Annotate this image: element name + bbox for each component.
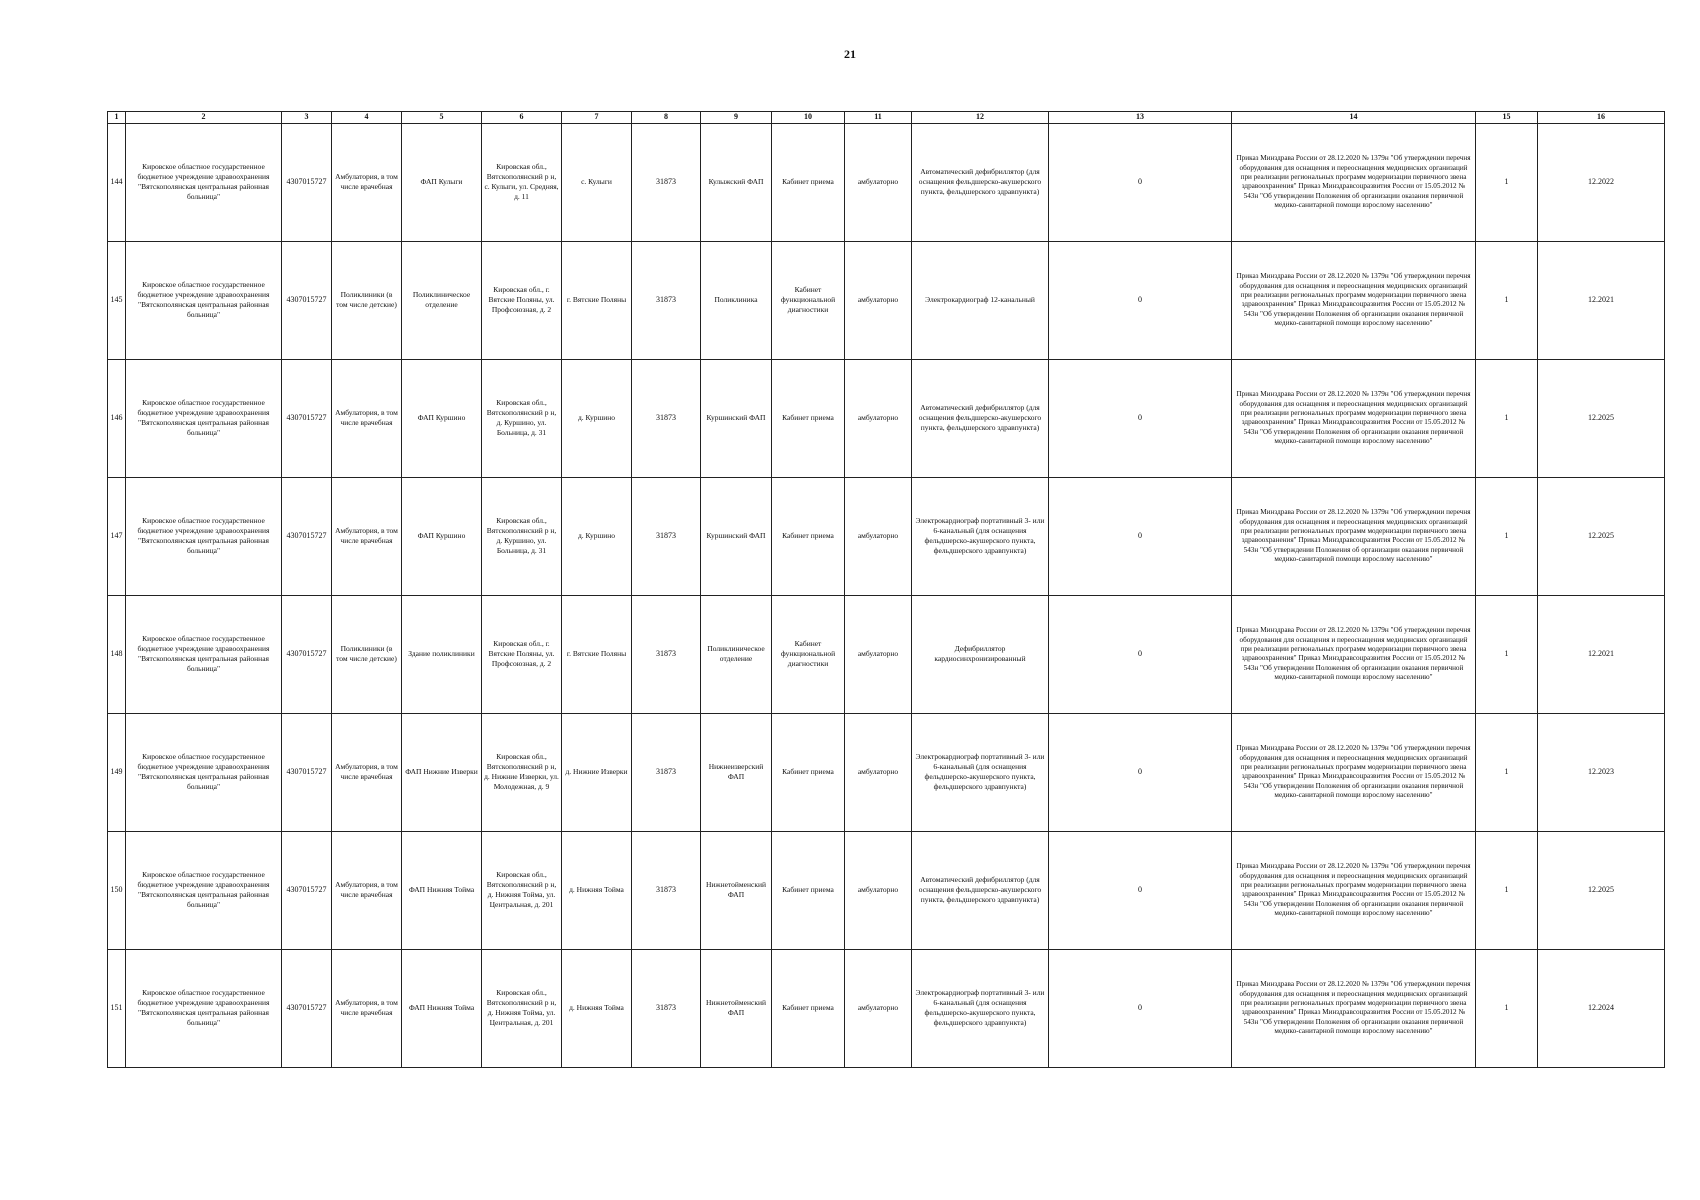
- quantity-cell: 1: [1476, 949, 1538, 1067]
- date-cell: 12.2025: [1538, 831, 1665, 949]
- address-cell: Кировская обл., Вятскополянский р н, д. Нижняя Тойма, ул. Центральная, д. 201: [482, 949, 562, 1067]
- column-header: 10: [772, 112, 845, 124]
- column-header: 16: [1538, 112, 1665, 124]
- row-number: 145: [108, 241, 126, 359]
- quantity-cell: 1: [1476, 241, 1538, 359]
- code-cell: 31873: [632, 831, 701, 949]
- facility-type-cell: Амбулатория, в том числе врачебная: [332, 949, 402, 1067]
- basis-cell: Приказ Минздрава России от 28.12.2020 № 1379н "Об утверждении перечня оборудования для оснащения и переоснащения медицинских организаций при реализации региональных программ модернизации первичного звена здравоохранения" Приказ Минздравсоцразвития России от 15.05.2012 № 543н "Об утверждении Положения об организации оказания первичной медико-санитарной помощи взрослому населению": [1232, 241, 1476, 359]
- quantity-cell: 1: [1476, 595, 1538, 713]
- table-row: [108, 595, 1665, 713]
- mode-cell: амбулаторно: [845, 241, 912, 359]
- subdivision-cell: Куршинский ФАП: [701, 359, 772, 477]
- equipment-table: [107, 111, 1665, 1068]
- equipment-cell: Электрокардиограф портативный 3- или 6-канальный (для оснащения фельдшерско-акушерского пункта, фельдшерского здравпункта): [912, 949, 1049, 1067]
- inn-cell: 4307015727: [282, 123, 332, 241]
- address-cell: Кировская обл., Вятскополянский р н, д. Куршино, ул. Больница, д. 31: [482, 477, 562, 595]
- locality-cell: с. Кулыги: [562, 123, 632, 241]
- quantity-cell: 1: [1476, 713, 1538, 831]
- column-header: 9: [701, 112, 772, 124]
- subdivision-cell: Нижнетойменский ФАП: [701, 949, 772, 1067]
- mode-cell: амбулаторно: [845, 949, 912, 1067]
- address-cell: Кировская обл., г. Вятские Поляны, ул. Профсоюзная, д. 2: [482, 241, 562, 359]
- table-row: [108, 477, 1665, 595]
- column-header: 6: [482, 112, 562, 124]
- locality-cell: д. Куршино: [562, 477, 632, 595]
- address-cell: Кировская обл., Вятскополянский р н, д. Нижняя Тойма, ул. Центральная, д. 201: [482, 831, 562, 949]
- quantity-cell: 1: [1476, 359, 1538, 477]
- unit-cell: ФАП Нижняя Тойма: [402, 831, 482, 949]
- available-cell: 0: [1049, 831, 1232, 949]
- subdivision-cell: Поликлиника: [701, 241, 772, 359]
- room-cell: Кабинет приема: [772, 359, 845, 477]
- organization-cell: Кировское областное государственное бюджетное учреждение здравоохранения "Вятскополянская центральная районная больница": [126, 949, 282, 1067]
- locality-cell: д. Куршино: [562, 359, 632, 477]
- column-header: 5: [402, 112, 482, 124]
- facility-type-cell: Амбулатория, в том числе врачебная: [332, 831, 402, 949]
- column-header: 12: [912, 112, 1049, 124]
- locality-cell: г. Вятские Поляны: [562, 595, 632, 713]
- inn-cell: 4307015727: [282, 241, 332, 359]
- inn-cell: 4307015727: [282, 477, 332, 595]
- mode-cell: амбулаторно: [845, 359, 912, 477]
- mode-cell: амбулаторно: [845, 123, 912, 241]
- table-row: [108, 123, 1665, 241]
- date-cell: 12.2025: [1538, 477, 1665, 595]
- facility-type-cell: Поликлиники (в том числе детские): [332, 241, 402, 359]
- equipment-cell: Автоматический дефибриллятор (для оснащения фельдшерско-акушерского пункта, фельдшерского здравпункта): [912, 359, 1049, 477]
- code-cell: 31873: [632, 595, 701, 713]
- room-cell: Кабинет приема: [772, 123, 845, 241]
- room-cell: Кабинет приема: [772, 477, 845, 595]
- header-row: [108, 112, 1665, 124]
- quantity-cell: 1: [1476, 831, 1538, 949]
- date-cell: 12.2025: [1538, 359, 1665, 477]
- unit-cell: ФАП Кулыги: [402, 123, 482, 241]
- date-cell: 12.2022: [1538, 123, 1665, 241]
- column-header: 1: [108, 112, 126, 124]
- room-cell: Кабинет приема: [772, 713, 845, 831]
- mode-cell: амбулаторно: [845, 477, 912, 595]
- basis-cell: Приказ Минздрава России от 28.12.2020 № 1379н "Об утверждении перечня оборудования для оснащения и переоснащения медицинских организаций при реализации региональных программ модернизации первичного звена здравоохранения" Приказ Минздравсоцразвития России от 15.05.2012 № 543н "Об утверждении Положения об организации оказания первичной медико-санитарной помощи взрослому населению": [1232, 595, 1476, 713]
- row-number: 144: [108, 123, 126, 241]
- mode-cell: амбулаторно: [845, 595, 912, 713]
- equipment-cell: Электрокардиограф 12-канальный: [912, 241, 1049, 359]
- basis-cell: Приказ Минздрава России от 28.12.2020 № 1379н "Об утверждении перечня оборудования для оснащения и переоснащения медицинских организаций при реализации региональных программ модернизации первичного звена здравоохранения" Приказ Минздравсоцразвития России от 15.05.2012 № 543н "Об утверждении Положения об организации оказания первичной медико-санитарной помощи взрослому населению": [1232, 477, 1476, 595]
- address-cell: Кировская обл., Вятскополянский р н, с. Кулыги, ул. Средняя, д. 11: [482, 123, 562, 241]
- available-cell: 0: [1049, 595, 1232, 713]
- unit-cell: ФАП Нижние Изверки: [402, 713, 482, 831]
- row-number: 146: [108, 359, 126, 477]
- page-number: 21: [844, 47, 856, 61]
- table-row: [108, 831, 1665, 949]
- table-row: [108, 359, 1665, 477]
- unit-cell: Здание поликлиники: [402, 595, 482, 713]
- locality-cell: д. Нижняя Тойма: [562, 831, 632, 949]
- equipment-cell: Электрокардиограф портативный 3- или 6-канальный (для оснащения фельдшерско-акушерского пункта, фельдшерского здравпункта): [912, 713, 1049, 831]
- equipment-cell: Дефибриллятор кардиосинхронизированный: [912, 595, 1049, 713]
- equipment-table-container: [107, 111, 1665, 1068]
- column-header: 3: [282, 112, 332, 124]
- unit-cell: ФАП Нижняя Тойма: [402, 949, 482, 1067]
- quantity-cell: 1: [1476, 123, 1538, 241]
- code-cell: 31873: [632, 949, 701, 1067]
- table-row: [108, 713, 1665, 831]
- mode-cell: амбулаторно: [845, 831, 912, 949]
- available-cell: 0: [1049, 123, 1232, 241]
- available-cell: 0: [1049, 359, 1232, 477]
- equipment-cell: Автоматический дефибриллятор (для оснащения фельдшерско-акушерского пункта, фельдшерского здравпункта): [912, 123, 1049, 241]
- facility-type-cell: Амбулатория, в том числе врачебная: [332, 123, 402, 241]
- date-cell: 12.2021: [1538, 241, 1665, 359]
- room-cell: Кабинет приема: [772, 949, 845, 1067]
- table-row: [108, 241, 1665, 359]
- locality-cell: д. Нижние Изверки: [562, 713, 632, 831]
- basis-cell: Приказ Минздрава России от 28.12.2020 № 1379н "Об утверждении перечня оборудования для оснащения и переоснащения медицинских организаций при реализации региональных программ модернизации первичного звена здравоохранения" Приказ Минздравсоцразвития России от 15.05.2012 № 543н "Об утверждении Положения об организации оказания первичной медико-санитарной помощи взрослому населению": [1232, 713, 1476, 831]
- subdivision-cell: Нижнеизверский ФАП: [701, 713, 772, 831]
- organization-cell: Кировское областное государственное бюджетное учреждение здравоохранения "Вятскополянская центральная районная больница": [126, 241, 282, 359]
- inn-cell: 4307015727: [282, 713, 332, 831]
- column-header: 14: [1232, 112, 1476, 124]
- row-number: 148: [108, 595, 126, 713]
- column-header: 7: [562, 112, 632, 124]
- organization-cell: Кировское областное государственное бюджетное учреждение здравоохранения "Вятскополянская центральная районная больница": [126, 123, 282, 241]
- locality-cell: д. Нижняя Тойма: [562, 949, 632, 1067]
- row-number: 149: [108, 713, 126, 831]
- inn-cell: 4307015727: [282, 359, 332, 477]
- basis-cell: Приказ Минздрава России от 28.12.2020 № 1379н "Об утверждении перечня оборудования для оснащения и переоснащения медицинских организаций при реализации региональных программ модернизации первичного звена здравоохранения" Приказ Минздравсоцразвития России от 15.05.2012 № 543н "Об утверждении Положения об организации оказания первичной медико-санитарной помощи взрослому населению": [1232, 359, 1476, 477]
- column-header: 11: [845, 112, 912, 124]
- basis-cell: Приказ Минздрава России от 28.12.2020 № 1379н "Об утверждении перечня оборудования для оснащения и переоснащения медицинских организаций при реализации региональных программ модернизации первичного звена здравоохранения" Приказ Минздравсоцразвития России от 15.05.2012 № 543н "Об утверждении Положения об организации оказания первичной медико-санитарной помощи взрослому населению": [1232, 949, 1476, 1067]
- quantity-cell: 1: [1476, 477, 1538, 595]
- address-cell: Кировская обл., Вятскополянский р н, д. Нижние Изверки, ул. Молодежная, д. 9: [482, 713, 562, 831]
- date-cell: 12.2021: [1538, 595, 1665, 713]
- code-cell: 31873: [632, 359, 701, 477]
- row-number: 151: [108, 949, 126, 1067]
- code-cell: 31873: [632, 241, 701, 359]
- organization-cell: Кировское областное государственное бюджетное учреждение здравоохранения "Вятскополянская центральная районная больница": [126, 359, 282, 477]
- code-cell: 31873: [632, 713, 701, 831]
- facility-type-cell: Амбулатория, в том числе врачебная: [332, 359, 402, 477]
- column-header: 13: [1049, 112, 1232, 124]
- room-cell: Кабинет функциональной диагностики: [772, 595, 845, 713]
- date-cell: 12.2024: [1538, 949, 1665, 1067]
- column-header: 2: [126, 112, 282, 124]
- available-cell: 0: [1049, 713, 1232, 831]
- row-number: 150: [108, 831, 126, 949]
- equipment-cell: Автоматический дефибриллятор (для оснащения фельдшерско-акушерского пункта, фельдшерского здравпункта): [912, 831, 1049, 949]
- address-cell: Кировская обл., г. Вятские Поляны, ул. Профсоюзная, д. 2: [482, 595, 562, 713]
- inn-cell: 4307015727: [282, 831, 332, 949]
- subdivision-cell: Поликлиническое отделение: [701, 595, 772, 713]
- table-row: [108, 949, 1665, 1067]
- subdivision-cell: Куршинский ФАП: [701, 477, 772, 595]
- room-cell: Кабинет приема: [772, 831, 845, 949]
- subdivision-cell: Нижнетойменский ФАП: [701, 831, 772, 949]
- date-cell: 12.2023: [1538, 713, 1665, 831]
- basis-cell: Приказ Минздрава России от 28.12.2020 № 1379н "Об утверждении перечня оборудования для оснащения и переоснащения медицинских организаций при реализации региональных программ модернизации первичного звена здравоохранения" Приказ Минздравсоцразвития России от 15.05.2012 № 543н "Об утверждении Положения об организации оказания первичной медико-санитарной помощи взрослому населению": [1232, 123, 1476, 241]
- facility-type-cell: Амбулатория, в том числе врачебная: [332, 477, 402, 595]
- column-header: 4: [332, 112, 402, 124]
- available-cell: 0: [1049, 477, 1232, 595]
- facility-type-cell: Поликлиники (в том числе детские): [332, 595, 402, 713]
- inn-cell: 4307015727: [282, 595, 332, 713]
- basis-cell: Приказ Минздрава России от 28.12.2020 № 1379н "Об утверждении перечня оборудования для оснащения и переоснащения медицинских организаций при реализации региональных программ модернизации первичного звена здравоохранения" Приказ Минздравсоцразвития России от 15.05.2012 № 543н "Об утверждении Положения об организации оказания первичной медико-санитарной помощи взрослому населению": [1232, 831, 1476, 949]
- organization-cell: Кировское областное государственное бюджетное учреждение здравоохранения "Вятскополянская центральная районная больница": [126, 477, 282, 595]
- available-cell: 0: [1049, 241, 1232, 359]
- locality-cell: г. Вятские Поляны: [562, 241, 632, 359]
- unit-cell: ФАП Куршино: [402, 359, 482, 477]
- column-header: 15: [1476, 112, 1538, 124]
- unit-cell: Поликлиническое отделение: [402, 241, 482, 359]
- room-cell: Кабинет функциональной диагностики: [772, 241, 845, 359]
- code-cell: 31873: [632, 123, 701, 241]
- equipment-cell: Электрокардиограф портативный 3- или 6-канальный (для оснащения фельдшерско-акушерского пункта, фельдшерского здравпункта): [912, 477, 1049, 595]
- organization-cell: Кировское областное государственное бюджетное учреждение здравоохранения "Вятскополянская центральная районная больница": [126, 713, 282, 831]
- column-header: 8: [632, 112, 701, 124]
- organization-cell: Кировское областное государственное бюджетное учреждение здравоохранения "Вятскополянская центральная районная больница": [126, 831, 282, 949]
- subdivision-cell: Кулыжский ФАП: [701, 123, 772, 241]
- address-cell: Кировская обл., Вятскополянский р н, д. Куршино, ул. Больница, д. 31: [482, 359, 562, 477]
- code-cell: 31873: [632, 477, 701, 595]
- organization-cell: Кировское областное государственное бюджетное учреждение здравоохранения "Вятскополянская центральная районная больница": [126, 595, 282, 713]
- row-number: 147: [108, 477, 126, 595]
- mode-cell: амбулаторно: [845, 713, 912, 831]
- inn-cell: 4307015727: [282, 949, 332, 1067]
- unit-cell: ФАП Куршино: [402, 477, 482, 595]
- available-cell: 0: [1049, 949, 1232, 1067]
- facility-type-cell: Амбулатория, в том числе врачебная: [332, 713, 402, 831]
